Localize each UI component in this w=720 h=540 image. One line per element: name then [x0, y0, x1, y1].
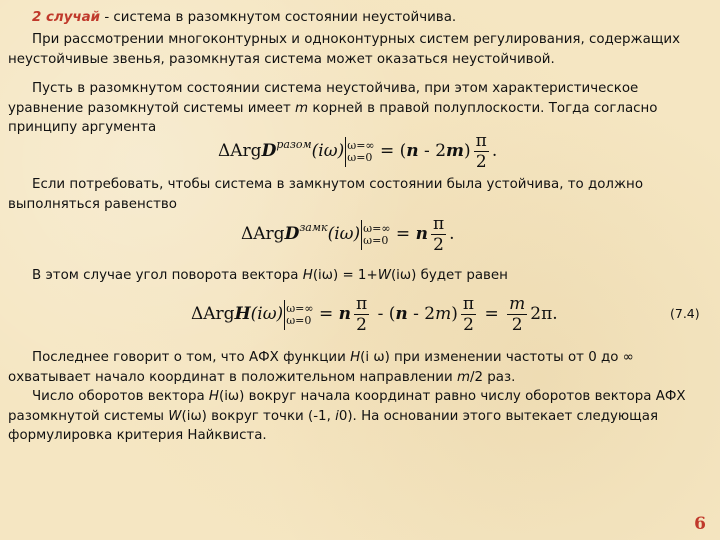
fraction-3: $\frac{m}{2}$	[509, 294, 526, 335]
paragraph-case-2	[8, 8, 710, 28]
page-number: 6	[694, 514, 706, 534]
paragraph-nyquist: Число оборотов вектора H(iω) вокруг начала координат равно числу оборотов вектора АФХ разомкнутой системы W(iω) вокруг точки (-1, i0). На основании этого вытекает следующая формулировка критерия Найквиста.	[8, 389, 686, 443]
eval-bar	[361, 220, 362, 250]
paragraph-afc-encircle: Последнее говорит о том, что АФХ функции H(i ω) при изменении частоты от 0 до ∞ охватывает начало координат в положительном направлении m/2 раз.	[8, 350, 634, 385]
case-label: 2 случай	[32, 10, 101, 25]
limits: ω=∞ ω=0	[363, 221, 391, 247]
formula-7-4: ΔArgH(iω) ω=∞ ω=0 = n $\frac{\pi}{2}$ - (n - 2m) $\frac{\pi}{2}$ = $\frac{m}{2}$ 2π.	[191, 294, 558, 335]
paragraph-argument-principle	[8, 79, 710, 138]
fraction-pi-2: $\frac{\pi}{2}$	[475, 131, 487, 172]
delta-arg: ΔArg	[218, 141, 262, 161]
argument: (iω)	[311, 141, 345, 161]
eval-bar	[345, 137, 346, 167]
para4-text: Если потребовать, чтобы система в замкнутом состоянии была устойчива, то должно выполняться равенство	[8, 177, 644, 212]
para3-text-a: Пусть в разомкнутом состоянии система неустойчива, при этом характеристическое уравнение разомкнутой системы имеет	[8, 81, 639, 116]
paragraph-closed-loop-condition	[8, 175, 710, 214]
formula-closed-loop: ΔArgD$^{замк}$(iω) ω=∞ ω=0 = n $\frac{\pi}{2}$ .	[241, 214, 455, 255]
paragraph-rotation-angle: В этом случае угол поворота вектора H(iω) = 1+W(iω) будет равен	[32, 268, 508, 283]
equation-number: (7.4)	[670, 306, 700, 321]
paragraph-intro	[8, 30, 710, 69]
var-m: m	[295, 100, 309, 116]
eval-bar	[284, 300, 285, 330]
paragraph-intro-text: При рассмотрении многоконтурных и одноконтурных систем регулирования, содержащих неустойчивые звенья, разомкнутая система может оказаться неустойчивой.	[8, 32, 681, 67]
fraction-1: $\frac{\pi}{2}$	[356, 294, 368, 335]
case-text: - система в разомкнутом состоянии неустойчива.	[100, 10, 457, 25]
func-d: D	[261, 141, 277, 161]
fraction-pi-2: $\frac{\pi}{2}$	[432, 214, 445, 255]
formula-open-loop: ΔArgD$^{разом}$(iω) ω=∞ ω=0 = (n - 2m) $\frac{\pi}{2}$ .	[218, 131, 498, 172]
superscript: разом	[276, 138, 312, 151]
fraction-2: $\frac{\pi}{2}$	[462, 294, 475, 335]
limits: ω=∞ ω=0	[347, 138, 375, 164]
limits: ω=∞ ω=0	[286, 301, 314, 327]
para3-text-b: корней в правой полуплоскости. Тогда согласно принципу аргумента	[8, 100, 658, 135]
